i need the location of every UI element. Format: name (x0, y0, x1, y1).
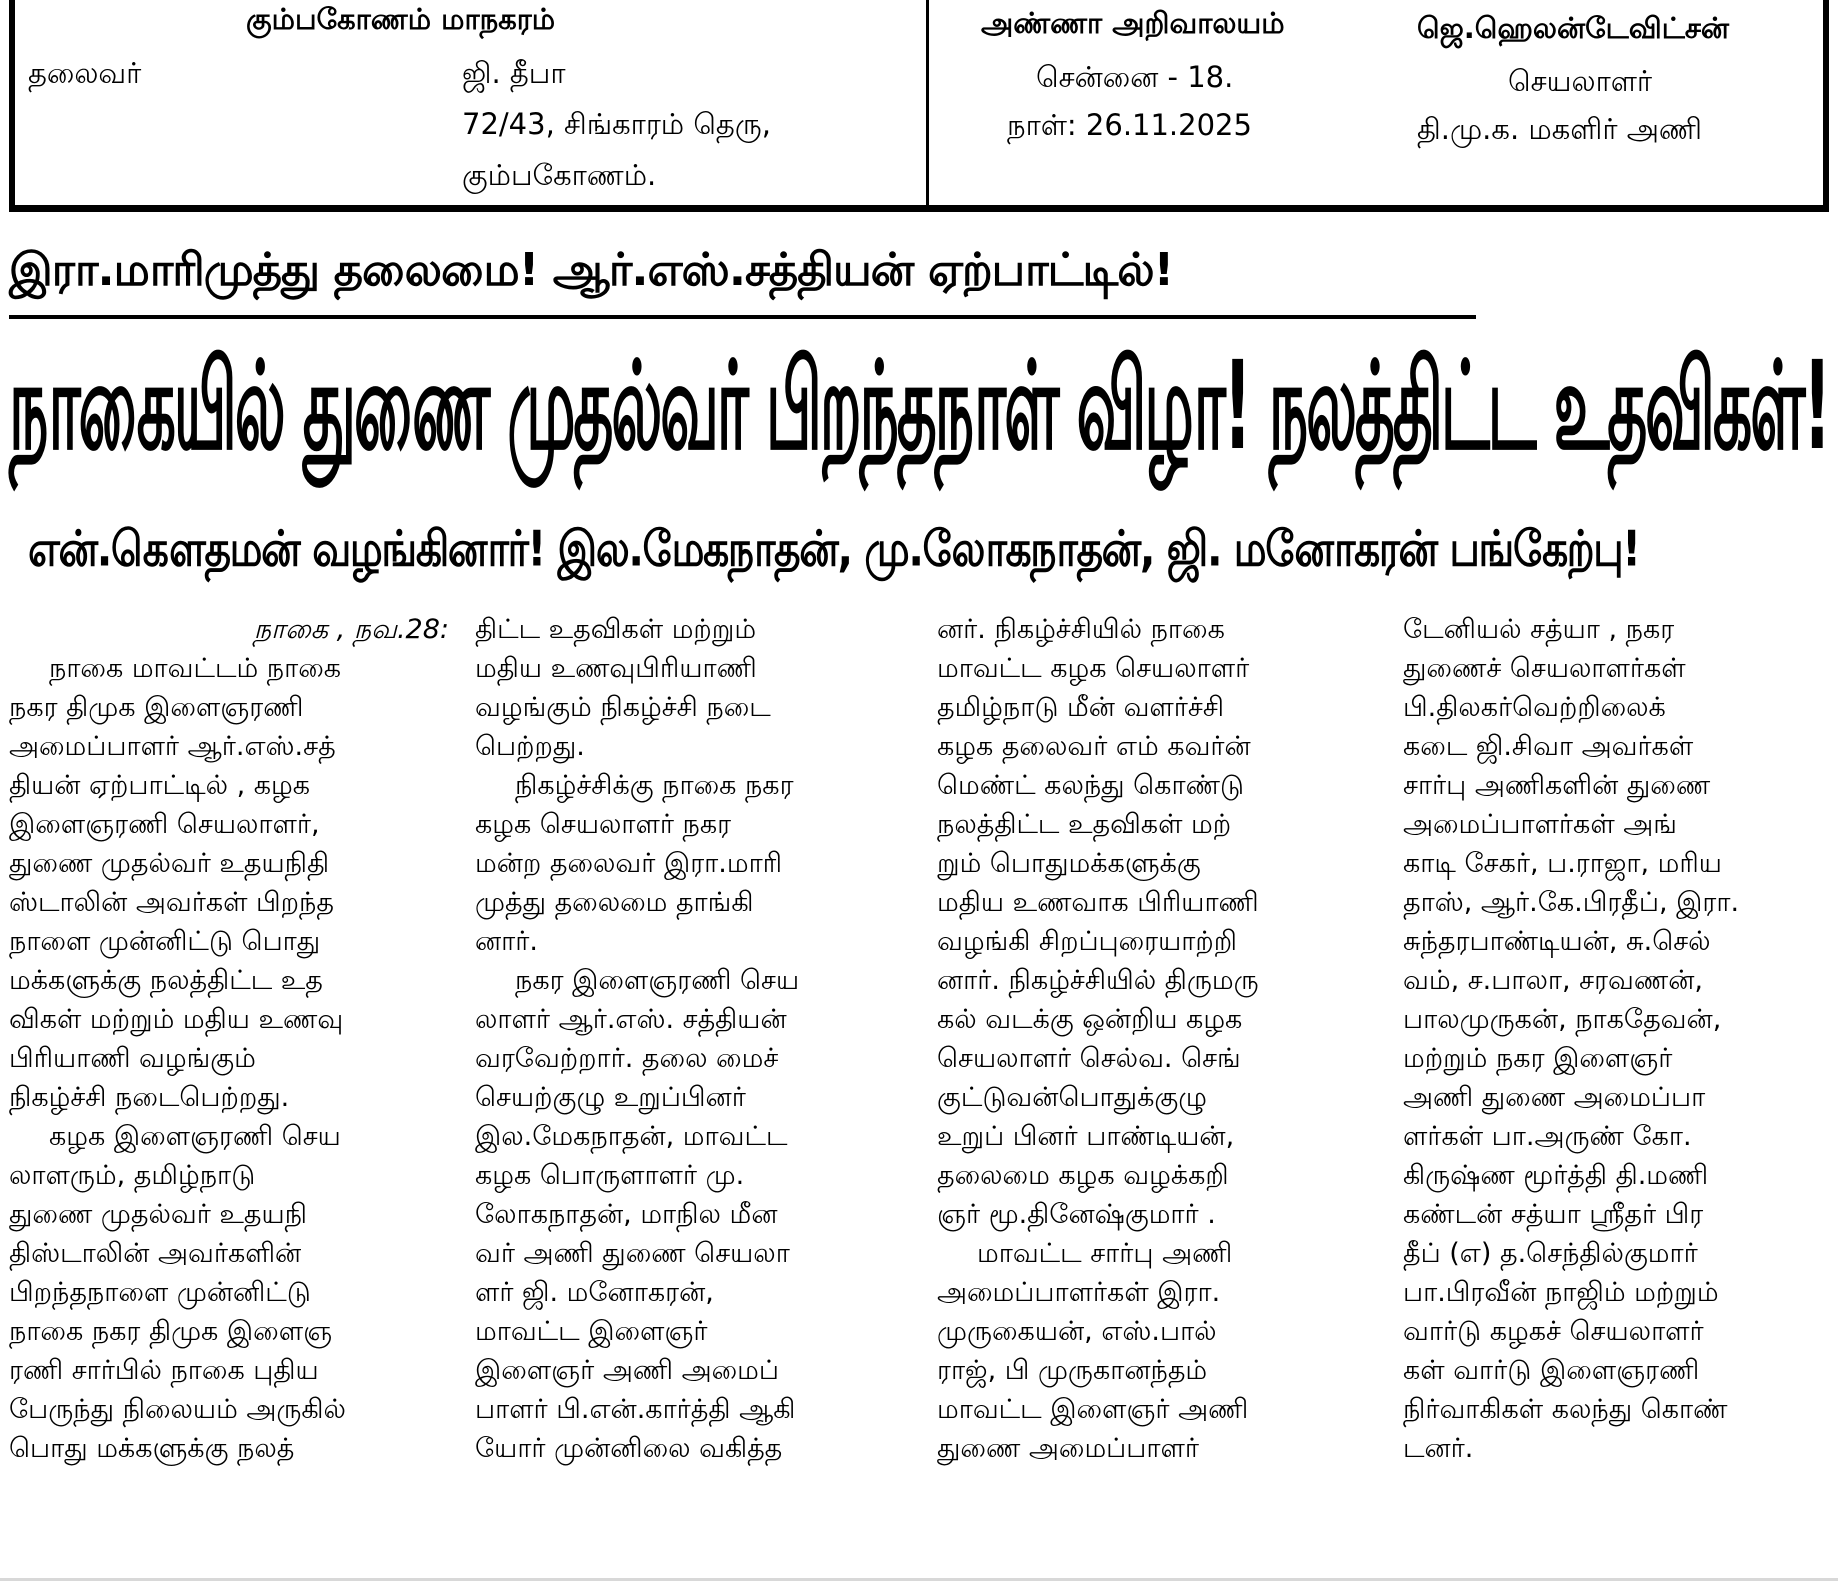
article-line: செயற்குழு உறுப்பினர் (475, 1082, 746, 1113)
header-left-address-line1: 72/43, சிங்காரம் தெரு, (462, 107, 771, 141)
article-line: பாலமுருகன், நாகதேவன், (1403, 1004, 1722, 1035)
article-line: பெற்றது. (475, 731, 585, 762)
article-line: நகர இளைஞரணி செய (515, 965, 800, 996)
article-line: வர் அணி துணை செயலா (475, 1238, 790, 1269)
article-line: லாளர் ஆர்.எஸ். சத்தியன் (475, 1004, 787, 1035)
article-line: வார்டு கழகச் செயலாளர் (1403, 1316, 1704, 1347)
article-line: நகர திமுக இளைஞரணி (9, 692, 304, 723)
article-line: ஞர் மூ.தினேஷ்குமார் . (937, 1199, 1216, 1230)
article-line: மெண்ட் கலந்து கொண்டு (937, 770, 1245, 801)
article-line: மன்ற தலைவர் இரா.மாரி (475, 848, 783, 879)
article-line: துணை அமைப்பாளர் (937, 1433, 1199, 1464)
header-right-org: தி.மு.க. மகளிர் அணி (1417, 112, 1703, 146)
article-line: லாளரும், தமிழ்நாடு (9, 1160, 256, 1191)
header-right-role: செயலாளர் (1508, 64, 1653, 98)
article-line: பாளர் பி.என்.கார்த்தி ஆகி (475, 1394, 796, 1425)
article-line: இல.மேகநாதன், மாவட்ட (475, 1121, 788, 1152)
header-left-role: தலைவர் (28, 56, 142, 90)
article-line: முருகையன், எஸ்.பால் (937, 1316, 1217, 1347)
kicker-underline (9, 315, 1476, 319)
article-line: நிர்வாகிகள் கலந்து கொண் (1403, 1394, 1728, 1425)
article-line: நாகை , நவ.28: (253, 614, 449, 645)
article-line: துணை முதல்வர் உதயநி (9, 1199, 308, 1230)
article-line: வழங்கும் நிகழ்ச்சி நடை (475, 692, 771, 723)
article-line: அணி துணை அமைப்பா (1403, 1082, 1706, 1113)
article-line: டனர். (1403, 1433, 1474, 1464)
article-line: வழங்கி சிறப்புரையாற்றி (937, 926, 1237, 957)
article-line: நாகை நகர திமுக இளைஞ (9, 1316, 333, 1347)
article-line: மாவட்ட இளைஞர் (475, 1316, 708, 1347)
header-middle-city: சென்னை - 18. (1036, 60, 1234, 94)
article-line: மதிய உணவுபிரியாணி (475, 653, 757, 684)
article-line: நலத்திட்ட உதவிகள் மற் (937, 809, 1232, 840)
article-line: ஸ்டாலின் அவர்கள் பிறந்த (9, 887, 334, 918)
article-line: னர். நிகழ்ச்சியில் நாகை (937, 614, 1225, 645)
article-line: இளைஞர் அணி அமைப் (475, 1355, 779, 1386)
article-line: னார். நிகழ்ச்சியில் திருமரு (937, 965, 1259, 996)
article-line: அமைப்பாளர்கள் அங் (1403, 809, 1677, 840)
article-column-1 (9, 610, 449, 1468)
article-line: ளர்கள் பா.அருண் கோ. (1403, 1121, 1692, 1152)
article-line: செயலாளர் செல்வ. செங் (937, 1043, 1241, 1074)
article-line: சார்பு அணிகளின் துணை (1403, 770, 1711, 801)
article-line: நிகழ்ச்சிக்கு நாகை நகர (515, 770, 794, 801)
header-right-name: ஜெ.ஹெலன்டேவிட்சன் (1417, 11, 1730, 45)
article-line: நிகழ்ச்சி நடைபெற்றது. (9, 1082, 290, 1113)
article-line: கழக செயலாளர் நகர (475, 809, 732, 840)
article-line: காடி சேகர், ப.ராஜா, மரிய (1403, 848, 1722, 879)
article-line: கழக பொருளாளர் மு. (475, 1160, 745, 1191)
article-line: மாவட்ட இளைஞர் அணி (937, 1394, 1249, 1425)
header-left-name: ஜி. தீபா (462, 56, 566, 90)
article-line: விகள் மற்றும் மதிய உணவு (9, 1004, 344, 1035)
article-column-4 (1403, 610, 1838, 1468)
article-line: மக்களுக்கு நலத்திட்ட உத (9, 965, 323, 996)
article-line: தாஸ், ஆர்.கே.பிரதீப், இரா. (1403, 887, 1740, 918)
article-line: தமிழ்நாடு மீன் வளர்ச்சி (937, 692, 1224, 723)
article-line: மாவட்ட கழக செயலாளர் (937, 653, 1250, 684)
header-middle-date: நாள்: 26.11.2025 (1007, 108, 1252, 142)
article-line: பிரியாணி வழங்கும் (9, 1043, 256, 1074)
header-left-address-line2: கும்பகோணம். (462, 158, 657, 192)
article-line: முத்து தலைமை தாங்கி (475, 887, 754, 918)
article-line: பேருந்து நிலையம் அருகில் (9, 1394, 346, 1425)
article-line: அமைப்பாளர்கள் இரா. (937, 1277, 1221, 1308)
article-line: துணைச் செயலாளர்கள் (1403, 653, 1686, 684)
article-line: லோகநாதன், மாநில மீன (475, 1199, 778, 1230)
article-line: கடை ஜி.சிவா அவர்கள் (1403, 731, 1694, 762)
article-subheadline: என்.கௌதமன் வழங்கினார்! இல.மேகநாதன், மு.லோகநாதன், ஜி. மனோகரன் பங்கேற்பு! (28, 520, 1640, 578)
article-line: மதிய உணவாக பிரியாணி (937, 887, 1259, 918)
bottom-rule (0, 1578, 1838, 1581)
article-line: கழக இளைஞரணி செய (49, 1121, 341, 1152)
article-line: றும் பொதுமக்களுக்கு (937, 848, 1201, 879)
header-left-title: கும்பகோணம் மாநகரம் (246, 2, 556, 36)
article-line: யோர் முன்னிலை வகித்த (475, 1433, 783, 1464)
article-line: அமைப்பாளர் ஆர்.எஸ்.சத் (9, 731, 336, 762)
article-line: ராஜ், பி முருகானந்தம் (937, 1355, 1208, 1386)
article-line: நாகை மாவட்டம் நாகை (49, 653, 342, 684)
article-line: பி.திலகர்வெற்றிலைக் (1403, 692, 1666, 723)
article-line: மாவட்ட சார்பு அணி (977, 1238, 1233, 1269)
article-line: பா.பிரவீன் நாஜிம் மற்றும் (1403, 1277, 1719, 1308)
article-column-2 (475, 610, 915, 1468)
article-line: சுந்தரபாண்டியன், சு.செல் (1403, 926, 1711, 957)
article-line: திஸ்டாலின் அவர்களின் (9, 1238, 302, 1269)
article-line: மற்றும் நகர இளைஞர் (1403, 1043, 1673, 1074)
article-line: வம், ச.பாலா, சரவணன், (1403, 965, 1704, 996)
article-line: கள் வார்டு இளைஞரணி (1403, 1355, 1700, 1386)
article-line: நாளை முன்னிட்டு பொது (9, 926, 321, 957)
article-line: வரவேற்றார். தலை மைச் (475, 1043, 779, 1074)
article-line: தலைமை கழக வழக்கறி (937, 1160, 1229, 1191)
header-middle-title: அண்ணா அறிவாலயம் (981, 6, 1285, 40)
article-line: குட்டுவன்பொதுக்குழு (937, 1082, 1208, 1113)
article-line: கிருஷ்ண மூர்த்தி தி.மணி (1403, 1160, 1709, 1191)
article-line: ளர் ஜி. மனோகரன், (475, 1277, 714, 1308)
article-line: பிறந்தநாளை முன்னிட்டு (9, 1277, 311, 1308)
article-line: திட்ட உதவிகள் மற்றும் (475, 614, 757, 645)
article-line: பொது மக்களுக்கு நலத் (9, 1433, 295, 1464)
article-kicker: இரா.மாரிமுத்து தலைமை! ஆர்.எஸ்.சத்தியன் ஏற்பாட்டில்! (9, 243, 1174, 296)
article-line: தியன் ஏற்பாட்டில் , கழக (9, 770, 311, 801)
article-line: கழக தலைவர் எம் கவர்ன் (937, 731, 1251, 762)
article-line: கண்டன் சத்யா ஸ்ரீதர் பிர (1403, 1199, 1704, 1230)
header-divider (926, 0, 929, 208)
article-column-3 (937, 610, 1377, 1468)
article-line: தீப் (எ) த.செந்தில்குமார் (1403, 1238, 1698, 1269)
article-line: னார். (475, 926, 538, 957)
article-headline: நாகையில் துணை முதல்வர் பிறந்தநாள் விழா! நலத்திட்ட உதவிகள்! (9, 335, 1830, 478)
article-line: ரணி சார்பில் நாகை புதிய (9, 1355, 319, 1386)
article-line: கல் வடக்கு ஒன்றிய கழக (937, 1004, 1243, 1035)
article-line: இளைஞரணி செயலாளர், (9, 809, 320, 840)
article-line: துணை முதல்வர் உதயநிதி (9, 848, 330, 879)
article-line: டேனியல் சத்யா , நகர (1403, 614, 1675, 645)
article-line: உறுப் பினர் பாண்டியன், (937, 1121, 1235, 1152)
